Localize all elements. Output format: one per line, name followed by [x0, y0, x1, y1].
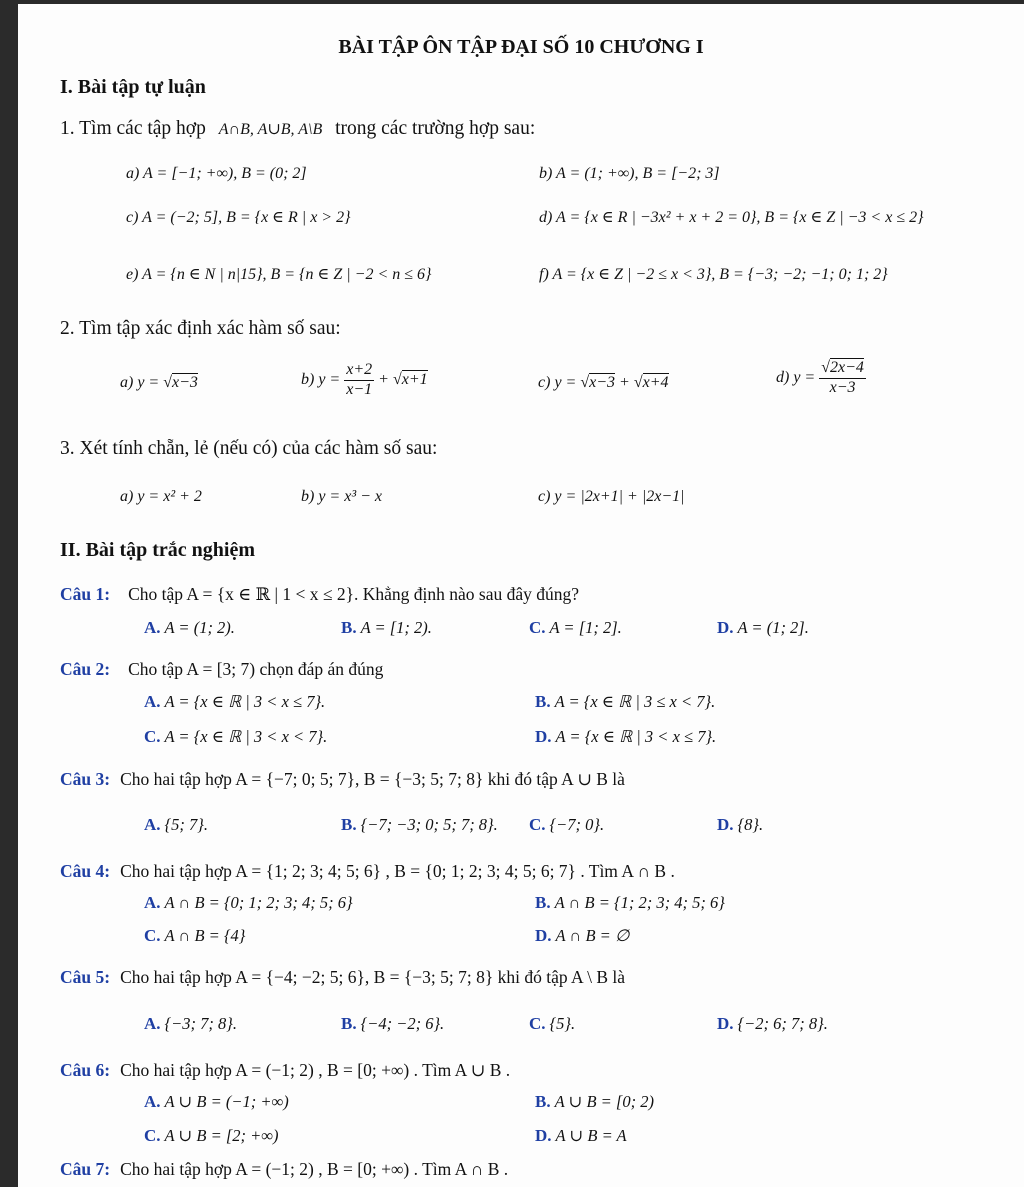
question-1: Câu 1: Cho tập A = {x ∈ ℝ | 1 < x ≤ 2}. Khẳng định nào sau đây đúng? [60, 584, 580, 604]
q3-option-a[interactable]: A. {5; 7}. [144, 815, 208, 834]
q4-option-d[interactable]: D. A ∩ B = ∅ [535, 926, 630, 945]
question-5: Câu 5: Cho hai tập hợp A = {−4; −2; 5; 6}, B = {−3; 5; 7; 8} khi đó tập A \ B là [60, 967, 625, 987]
section-heading-mcq: II. Bài tập trắc nghiệm [60, 539, 255, 561]
section-heading-essay: I. Bài tập tự luận [60, 76, 206, 98]
q2-option-d[interactable]: D. A = {x ∈ ℝ | 3 < x ≤ 7}. [535, 727, 717, 746]
q3-prompt: 3. Xét tính chẵn, lẻ (nếu có) của các hàm số sau: [60, 438, 438, 459]
q6-option-a[interactable]: A. A ∪ B = (−1; +∞) [144, 1092, 289, 1111]
q6-option-d[interactable]: D. A ∪ B = A [535, 1126, 627, 1145]
q2-option-b[interactable]: B. A = {x ∈ ℝ | 3 ≤ x < 7}. [535, 692, 716, 711]
q5-option-b[interactable]: B. {−4; −2; 6}. [341, 1014, 445, 1033]
q1-item-e: e) A = {n ∈ N | n|15}, B = {n ∈ Z | −2 < n ≤ 6} [126, 266, 432, 283]
q4-option-c[interactable]: C. A ∩ B = {4} [144, 926, 246, 945]
q1-item-b: b) A = (1; +∞), B = [−2; 3] [539, 165, 720, 182]
question-7: Câu 7: Cho hai tập hợp A = (−1; 2) , B = [0; +∞) . Tìm A ∩ B . [60, 1159, 509, 1179]
q4-option-b[interactable]: B. A ∩ B = {1; 2; 3; 4; 5; 6} [535, 893, 725, 912]
question-2: Câu 2: Cho tập A = [3; 7) chọn đáp án đúng [60, 659, 384, 679]
q4-option-a[interactable]: A. A ∩ B = {0; 1; 2; 3; 4; 5; 6} [144, 893, 353, 912]
q1-item-d: d) A = {x ∈ R | −3x² + x + 2 = 0}, B = {x ∈ Z | −3 < x ≤ 2} [539, 209, 924, 226]
q5-option-a[interactable]: A. {−3; 7; 8}. [144, 1014, 237, 1033]
q1-prompt: 1. Tìm các tập hợp A∩B, A∪B, A\B trong các trường hợp sau: [60, 118, 536, 139]
q2-item-b: b) y = $\frac{x+2}{x-1}$ + √x+1 [301, 361, 428, 398]
q2-option-a[interactable]: A. A = {x ∈ ℝ | 3 < x ≤ 7}. [144, 692, 326, 711]
q1-option-c[interactable]: C. A = [1; 2]. [529, 618, 622, 637]
question-4: Câu 4: Cho hai tập hợp A = {1; 2; 3; 4; 5; 6} , B = {0; 1; 2; 3; 4; 5; 6; 7} . Tìm A ∩ B . [60, 861, 675, 881]
q3-option-c[interactable]: C. {−7; 0}. [529, 815, 605, 834]
q3-item-b: b) y = x³ − x [301, 488, 383, 505]
q3-item-c: c) y = |2x+1| + |2x−1| [538, 488, 685, 505]
q5-option-d[interactable]: D. {−2; 6; 7; 8}. [717, 1014, 828, 1033]
q2-item-d: d) y = $\frac{√2x-4}{x-3}$ [776, 359, 864, 396]
q1-option-a[interactable]: A. A = (1; 2). [144, 618, 235, 637]
q6-option-c[interactable]: C. A ∪ B = [2; +∞) [144, 1126, 279, 1145]
q3-option-d[interactable]: D. {8}. [717, 815, 764, 834]
q2-item-c: c) y = √x−3 + √x+4 [538, 374, 669, 391]
q2-option-c[interactable]: C. A = {x ∈ ℝ | 3 < x < 7}. [144, 727, 328, 746]
q1-item-a: a) A = [−1; +∞), B = (0; 2] [126, 165, 307, 182]
q1-item-c: c) A = (−2; 5], B = {x ∈ R | x > 2} [126, 209, 351, 226]
question-3: Câu 3: Cho hai tập hợp A = {−7; 0; 5; 7}, B = {−3; 5; 7; 8} khi đó tập A ∪ B là [60, 769, 625, 789]
q1-sets: A∩B, A∪B, A\B [218, 121, 323, 138]
q1-item-f: f) A = {x ∈ Z | −2 ≤ x < 3}, B = {−3; −2; −1; 0; 1; 2} [539, 266, 888, 283]
q1-option-b[interactable]: B. A = [1; 2). [341, 618, 432, 637]
q2-prompt: 2. Tìm tập xác định xác hàm số sau: [60, 318, 341, 339]
q3-option-b[interactable]: B. {−7; −3; 0; 5; 7; 8}. [341, 815, 498, 834]
q3-item-a: a) y = x² + 2 [120, 488, 202, 505]
question-6: Câu 6: Cho hai tập hợp A = (−1; 2) , B = [0; +∞) . Tìm A ∪ B . [60, 1060, 511, 1080]
document-page [18, 4, 1024, 1187]
q6-option-b[interactable]: B. A ∪ B = [0; 2) [535, 1092, 654, 1111]
page-title: BÀI TẬP ÔN TẬP ĐẠI SỐ 10 CHƯƠNG I [338, 36, 704, 58]
q1-option-d[interactable]: D. A = (1; 2]. [717, 618, 809, 637]
q2-item-a: a) y = √x−3 [120, 374, 198, 391]
q5-option-c[interactable]: C. {5}. [529, 1014, 576, 1033]
